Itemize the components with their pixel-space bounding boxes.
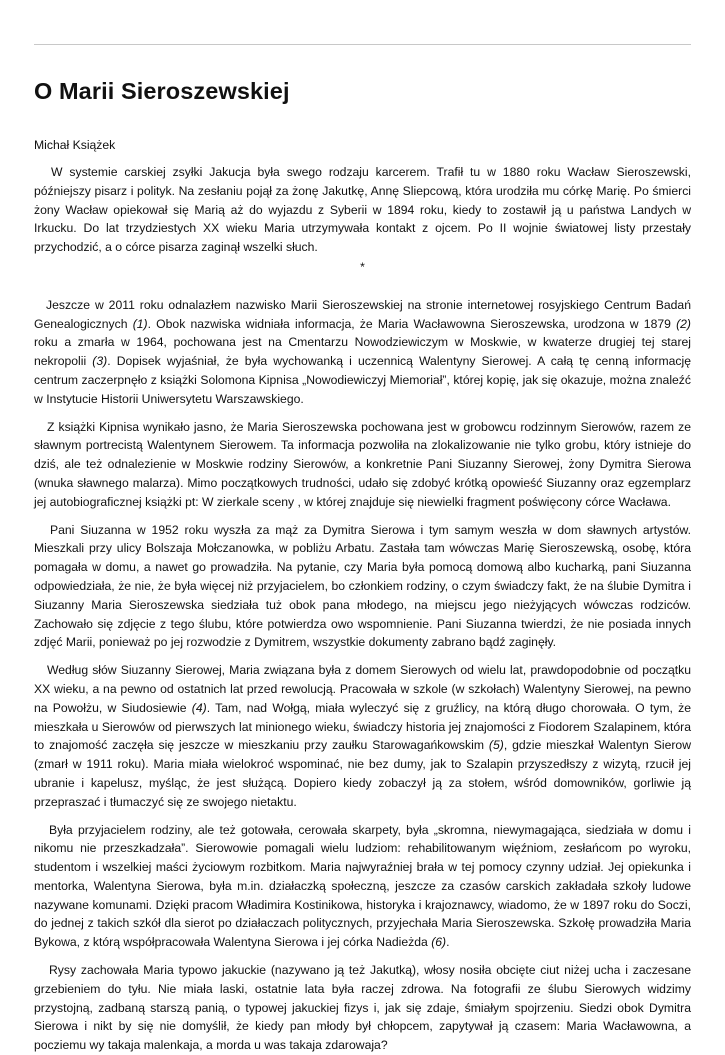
paragraph-3 <box>34 418 691 512</box>
footnote-ref-5: (5) <box>488 738 504 753</box>
paragraph-text: Pani Siuzanna w 1952 roku wyszła za mąż za Dymitra Sierowa i tym samym weszła w dom sławnych artystów. Mieszkali przy ulicy Bolszaja Mołczanowka, w pobliżu Arbatu. Zastała tam wówczas Marię Sieroszewską, osobę, która pomagała w domu, a nawet go prowadziła. Na pytanie, czy Maria była pomocą domową albo kucharką, pani Siuzanna odpowiedziała, że nie, że była więcej niż przyjacielem, bo członkiem rodziny, o czym świadczy fakt, że na ślubie Dymitra i Siuzanny Maria Sieroszewska siedziała tuż obok pana młodego, na miejscu jego nieżyjących wówczas rodziców. Zachowało się zdjęcie z tego ślubu, które potwierdza owo wspomnienie. Pani Siuzanna twierdzi, że nie posiada innych zdjęć Marii, ponieważ po jej rozwodzie z Dymitrem, wszystkie dokumenty zabrano bądź zaginęły. <box>34 522 691 650</box>
paragraph-5 <box>34 661 691 811</box>
paragraph-text: roku a zmarła w 1964, pochowana jest na Cmentarzu Nowodziewiczym w Moskwie, w kwaterze drugiej tej starej nekropolii <box>34 335 691 369</box>
paragraph-7 <box>34 961 691 1055</box>
paragraph-text: Z książki Kipnisa wynikało jasno, że Maria Sieroszewska pochowana jest w grobowcu rodzinnym Sierowów, razem ze sławnym portrecistą Walentynem Sierowem. Ta informacja pozwoliła na zlokalizowanie nie tylko grobu, który istnieje do dziś, ale też odnalezienie w Moskwie rodziny Sierowów, a konkretnie Pani Siuzanny Sierowej, żony Dymitra Sierowa (wnuka sławnego malarza). Mimo początkowych trudności, udało się zdobyć krótką opowieść Siuzanny oraz egzemplarz jej autobiograficznej książki pt: W zierkale sceny , w której znajduje się niewielki fragment poświęcony córce Wacława. <box>34 419 691 509</box>
footnote-ref-6: (6) <box>431 935 447 950</box>
paragraph-text: . Tam, nad Wołgą, miała wyleczyć się z gruźlicy, na którą długo chorowała. O tym, że mieszkała u Sierowów od pierwszych lat minionego wieku, świadczy historia jej znajomości z Fiodorem Szalapinem, która to znajomość zaczęła się jeszcze w mieszkaniu przy zaułku Starowagańkowskim <box>34 700 691 753</box>
top-divider <box>34 44 691 45</box>
author-name: Michał Książek <box>34 138 116 152</box>
article-title: O Marii Sieroszewskiej <box>34 78 290 104</box>
paragraph-text: Była przyjacielem rodziny, ale też gotowała, cerowała skarpety, była „skromna, niewymagająca, siedziała w domu i nikomu nie przeszkadzała”. Sierowowie pomagali wielu ludziom: rehabilitowanym więźniom, zesłańcom po wyroku, studentom i wszelkiej maści życiowym rozbitkom. Maria najwyraźniej brała w tej pomocy czynny udział. Jej opiekunka i mentorka, Walentyna Sierowa, była m.in. działaczką społeczną, jeszcze za czasów carskich zakładała szkoły ludowe nazywane komunami. Dzięki pracom Władimira Kostinikowa, historyka i krajoznawcy, wiadomo, że w 1897 roku do Soczi, do jednej z takich szkół dla sierot po działaczach politycznych, przyjechała Maria Sieroszewska. Szkołę prowadziła Maria Bykowa, z którą współpracowała Walentyna Sierowa i jej córka Nadieżda <box>34 822 691 950</box>
paragraph-text: , gdzie mieszkał Walentyn Sierow (zmarł w 1911 roku). Maria miała wielokroć wspominać, nie bez dumy, jak to Szalapin przyszedłszy z wizytą, rzucił jej ubranie i kapelusz, myśląc, że jest służącą. Dopiero kiedy zobaczył ją za stołem, wśród domowników, gorliwie ją przepraszać i tłumaczyć się ze swojego nietaktu. <box>34 738 692 809</box>
paragraph-text: Według słów Siuzanny Sierowej, Maria związana była z domem Sierowych od wielu lat, prawdopodobnie od początku XX wieku, a na pewno od ostatnich lat przed rewolucją. Pracowała w szkole (w szkołach) Walentyny Sierowej, na pewno na Powołżu, w Siudosiewie <box>34 663 691 715</box>
paragraph-6 <box>34 821 691 953</box>
paragraph-2 <box>34 296 691 409</box>
footnote-ref-3: (3) <box>92 354 108 369</box>
paragraph-1 <box>34 163 691 257</box>
footnote-ref-2: (2) <box>676 316 691 331</box>
article-body <box>34 163 691 1055</box>
paragraph-text: Jeszcze w 2011 roku odnalazłem nazwisko Marii Sieroszewskiej na stronie internetowej rosyjskiego Centrum Badań Genealogicznych <box>34 297 691 331</box>
paragraph-text: . <box>446 935 450 950</box>
paragraph-text: W systemie carskiej zsyłki Jakucja była swego rodzaju karcerem. Trafił tu w 1880 roku Wacław Sieroszewski, późniejszy pisarz i polityk. Na zesłaniu pojął za żonę Jakutkę, Annę Sliepcową, która urodziła mu córkę Marię. Po śmierci żony Wacław opiekował się Marią aż do wyjazdu z Syberii w 1894 roku, kiedy to zostawił ją u państwa Landych w Irkucku. Do lat trzydziestych XX wieku Maria utrzymywała kontakt z ojcem. Po II wojnie światowej listy przestały przychodzić, a o córce pisarza zaginął wszelki słuch. <box>34 165 691 255</box>
paragraph-text: . Dopisek wyjaśniał, że była wychowanką i uczennicą Walentyny Sierowej. A całą tę cenną informację centrum zaczerpnęło z książki Solomona Kipnisa „Nowodiewiczyj Miemoriał”, której kopię, jak się okazuje, można znaleźć w Instytucie Historii Uniwersytetu Warszawskiego. <box>34 354 691 406</box>
paragraph-4 <box>34 521 691 653</box>
footnote-ref-1: (1) <box>132 316 148 331</box>
paragraph-text: Rysy zachowała Maria typowo jakuckie (nazywano ją też Jakutką), włosy nosiła obcięte ciut niżej ucha i zaczesane grzebieniem do tyłu. Nie miała laski, ostatnie lata była raczej zdrowa. Na fotografii ze ślubu Sierowych widzimy przystojną, zadbaną starszą panią, o typowej jakuckiej fizys i, jak się zdaje, śmiałym spojrzeniu. Siedzi obok Dymitra Sierowa i nikt by się nie domyślił, że kiedy pan młody był chłopcem, zapytywał ją czasem: Maria Wacławowna, a pocziemu wy takaja malenkaja, a morda u was takaja zdarowaja? <box>34 963 691 1053</box>
paragraph-text: . Obok nazwiska widniała informacja, że Maria Wacławowna Sieroszewska, urodzona w 1879 <box>147 316 677 331</box>
section-separator: * <box>360 259 365 274</box>
footnote-ref-4: (4) <box>191 700 207 715</box>
